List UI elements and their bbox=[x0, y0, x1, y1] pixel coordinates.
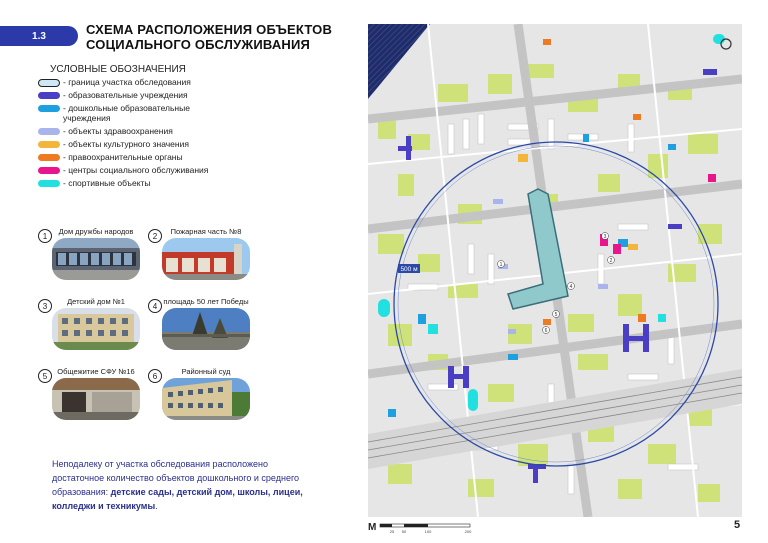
scale-letter: М bbox=[368, 522, 377, 533]
legend-label: - правоохранительные органы bbox=[63, 151, 183, 162]
legend-label: - граница участка обследования bbox=[63, 77, 191, 87]
map-canvas bbox=[368, 24, 742, 517]
legend-swatch-sport bbox=[38, 180, 60, 187]
radius-label bbox=[398, 264, 420, 273]
photo-label: Районный суд bbox=[181, 367, 231, 376]
photo-victory-square bbox=[162, 308, 250, 350]
photo-label: Детский дом №1 bbox=[67, 297, 125, 306]
description-text: Неподалеку от участка обследования расположено достаточное количество объектов дошкольного и среднего образования: bbox=[52, 459, 300, 497]
legend-item-boundary bbox=[38, 78, 248, 88]
photo-orphanage bbox=[52, 308, 140, 350]
scale-tick: 50 bbox=[401, 529, 407, 533]
legend-label: - спортивные объекты bbox=[63, 177, 151, 188]
photo-number: 5 bbox=[38, 369, 52, 383]
legend-label: - центры социального обслуживания bbox=[63, 164, 209, 175]
photo-number: 4 bbox=[148, 299, 162, 313]
page-number: 5 bbox=[734, 519, 741, 531]
photo-district-court bbox=[162, 378, 250, 420]
map-point-label: 2 bbox=[609, 258, 613, 264]
map-point-label: 5 bbox=[554, 312, 558, 318]
map-point-label: 6 bbox=[544, 328, 548, 334]
photo-label: Пожарная часть №8 bbox=[170, 227, 242, 236]
photo-number: 3 bbox=[38, 299, 52, 313]
site-map[interactable] bbox=[368, 24, 742, 517]
photo-label: площадь 50 лет Победы bbox=[163, 297, 249, 306]
scale-tick: 200 bbox=[464, 529, 472, 533]
legend-item-social bbox=[38, 166, 248, 176]
title-line-2: СОЦИАЛЬНОГО ОБСЛУЖИВАНИЯ bbox=[86, 37, 311, 52]
section-badge bbox=[0, 26, 78, 46]
description-paragraph bbox=[52, 457, 320, 513]
radius-label-text: 500 м bbox=[400, 266, 418, 273]
legend-label: - образовательные учреждения bbox=[63, 90, 188, 100]
photo-label: Дом дружбы народов bbox=[58, 227, 134, 236]
legend-swatch-police bbox=[38, 154, 60, 161]
photo-number: 6 bbox=[148, 369, 162, 383]
photo-fire-station bbox=[162, 238, 250, 280]
description-highlight: детские сады, детский дом, школы, лицеи, колледжи и техникумы bbox=[52, 487, 303, 511]
legend-item-police bbox=[38, 153, 248, 163]
map-point-label: 3 bbox=[603, 234, 607, 240]
legend-item-culture bbox=[38, 140, 248, 150]
legend bbox=[38, 78, 248, 192]
legend-item-sport bbox=[38, 179, 248, 189]
legend-label: - объекты здравоохранения bbox=[63, 125, 173, 136]
map-point-label: 4 bbox=[569, 284, 573, 290]
photo-dormitory bbox=[52, 378, 140, 420]
legend-title: УСЛОВНЫЕ ОБОЗНАЧЕНИЯ bbox=[50, 64, 186, 75]
page-title bbox=[86, 22, 332, 52]
legend-swatch-social bbox=[38, 167, 60, 174]
scale-tick: 100 bbox=[424, 529, 432, 533]
legend-swatch-boundary bbox=[38, 79, 60, 87]
photo-number: 1 bbox=[38, 229, 52, 243]
title-line-1: СХЕМА РАСПОЛОЖЕНИЯ ОБЪЕКТОВ bbox=[86, 22, 333, 37]
description-end: . bbox=[155, 501, 158, 511]
legend-swatch-culture bbox=[38, 141, 60, 148]
legend-swatch-preschool bbox=[38, 105, 60, 112]
section-number: 1.3 bbox=[32, 30, 46, 42]
legend-swatch-health bbox=[38, 128, 60, 135]
photo-number: 2 bbox=[148, 229, 162, 243]
legend-item-education bbox=[38, 91, 248, 101]
legend-item-preschool bbox=[38, 104, 248, 123]
legend-swatch-education bbox=[38, 92, 60, 99]
scale-tick: 25 bbox=[389, 529, 395, 533]
photo-label: Общежитие СФУ №16 bbox=[57, 367, 135, 376]
legend-label: - дошкольные образовательные учреждения bbox=[63, 103, 190, 123]
legend-label: - объекты культурного значения bbox=[63, 138, 189, 149]
photo-house-of-friendship bbox=[52, 238, 140, 280]
map-scale-bar bbox=[368, 519, 478, 533]
legend-item-health bbox=[38, 127, 248, 137]
map-point-label: 1 bbox=[499, 262, 503, 268]
